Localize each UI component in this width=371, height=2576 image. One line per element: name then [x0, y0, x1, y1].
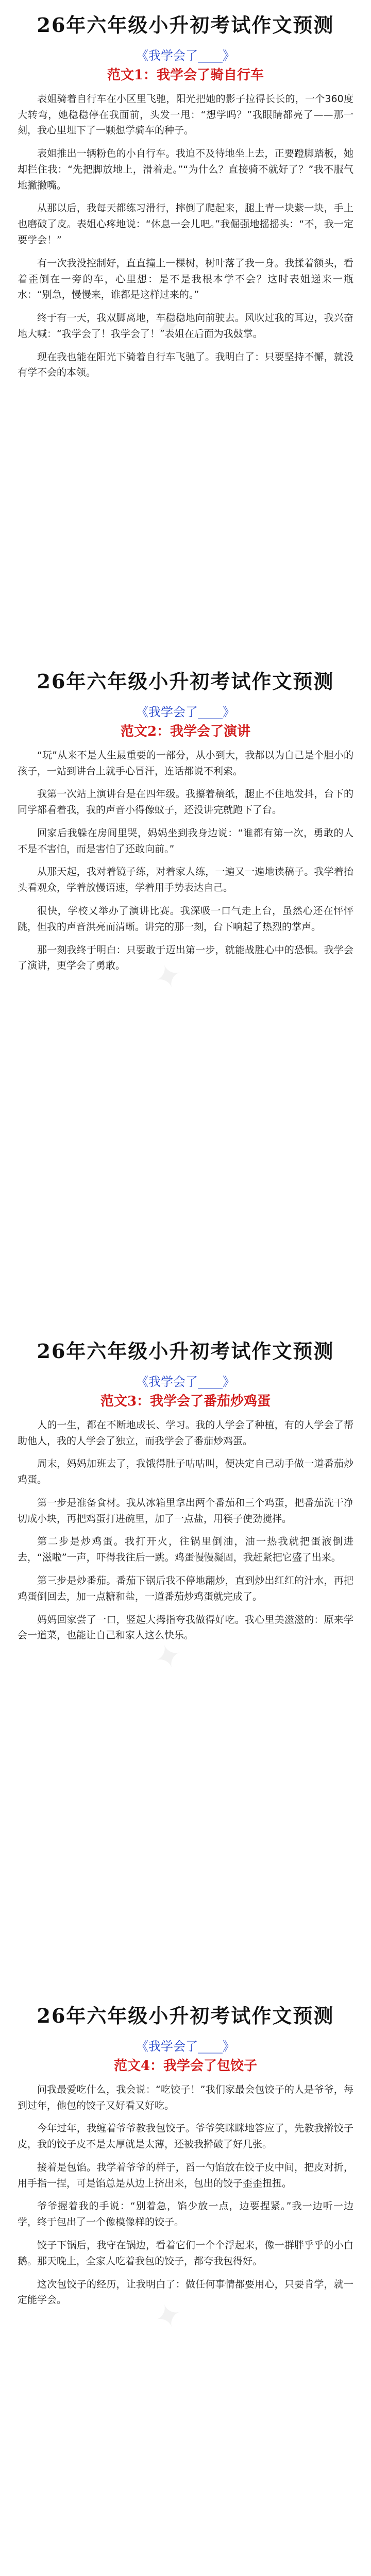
- essay-section-1: [18, 13, 353, 381]
- essay-paragraph: 从那以后，我每天都练习滑行，摔倒了爬起来，腿上青一块紫一块，手上也磨破了皮。表姐心疼地说：“休息一会儿吧。”我倔强地摇摇头：“不，我一定要学会！”: [18, 202, 353, 246]
- main-title: 26年六年级小升初考试作文预测: [37, 2004, 334, 2027]
- essay-paragraph: 很快，学校又举办了演讲比赛。我深吸一口气走上台，虽然心还在怦怦跳，但我的声音洪亮而清晰。讲完的那一刻，台下响起了热烈的掌声。: [18, 905, 353, 933]
- essay-paragraph: 表姐骑着自行车在小区里飞驰，阳光把她的影子拉得长长的，一个360度大转弯，她稳稳停在我面前，头发一甩：“想学吗？”我眼睛都亮了——那一刻，我心里埋下了一颗想学骑车的种子。: [18, 93, 353, 137]
- watermark-mark: ✦: [149, 2294, 188, 2340]
- watermark-mark: ✦: [149, 1635, 188, 1680]
- essay-title: 范文2：我学会了演讲: [120, 724, 251, 740]
- watermark-mark: ✦: [149, 955, 188, 1000]
- essay-paragraph: 第二步是炒鸡蛋。我打开火，往锅里倒油，油一热我就把蛋液倒进去，“滋啦”一声，吓得我往后一跳。鸡蛋慢慢凝固，我赶紧把它盛了出来。: [18, 1536, 353, 1564]
- theme-label: 《我学会了____》: [136, 704, 235, 719]
- essay-paragraph: 我第一次站上演讲台是在四年级。我攥着稿纸，腿止不住地发抖，台下的同学都看着我，我的声音小得像蚊子，还没讲完就跑下了台。: [18, 788, 353, 816]
- essay-paragraph: 现在我也能在阳光下骑着自行车飞驰了。我明白了：只要坚持不懈，就没有学不会的本领。: [18, 351, 353, 379]
- essay-section-2: [18, 670, 353, 974]
- theme-label: 《我学会了____》: [136, 2039, 235, 2054]
- essay-paragraph: 从那天起，我对着镜子练，对着家人练，一遍又一遍地读稿子。我学着抬头看观众，学着放慢语速，学着用手势表达自己。: [18, 866, 353, 894]
- essay-paragraph: 今年过年，我缠着爷爷教我包饺子。爷爷笑眯眯地答应了，先教我擀饺子皮，我的饺子皮不是太厚就是太薄，还被我擀破了好几张。: [18, 2123, 353, 2150]
- watermark-mark: ✦: [149, 306, 188, 351]
- essay-paragraph: 问我最爱吃什么，我会说：“吃饺子！”我们家最会包饺子的人是爷爷，每到过年，他包的饺子又好看又好吃。: [18, 2083, 353, 2111]
- essay-paragraph: “玩”从来不是人生最重要的一部分，从小到大，我都以为自己是个胆小的孩子，一站到讲台上就手心冒汗，连话都说不利索。: [18, 749, 353, 777]
- essay-paragraph: 周末，妈妈加班去了，我饿得肚子咕咕叫，便决定自己动手做一道番茄炒鸡蛋。: [18, 1458, 353, 1486]
- essay-paragraph: 第三步是炒番茄。番茄下锅后我不停地翻炒，直到炒出红红的汁水，再把鸡蛋倒回去，加一点糖和盐，一道番茄炒鸡蛋就完成了。: [18, 1575, 353, 1602]
- essay-paragraph: 这次包饺子的经历，让我明白了：做任何事情都要用心，只要肯学，就一定能学会。: [18, 2278, 353, 2306]
- essay-paragraph: 接着是包馅。我学着爷爷的样子，舀一勺馅放在饺子皮中间，把皮对折，用手指一捏，可是馅总是从边上挤出来，包出的饺子歪歪扭扭。: [18, 2161, 353, 2189]
- essay-paragraph: 饺子下锅后，我守在锅边，看着它们一个个浮起来，像一群胖乎乎的小白鹅。那天晚上，全家人吃着我包的饺子，都夸我包得好。: [18, 2240, 353, 2267]
- essay-paragraph: 人的一生，都在不断地成长、学习。我的人学会了种植，有的人学会了帮助他人，我的人学会了独立，而我学会了番茄炒鸡蛋。: [18, 1419, 353, 1447]
- essay-paragraph: 那一刻我终于明白：只要敢于迈出第一步，就能战胜心中的恐惧。我学会了演讲，更学会了勇敢。: [18, 944, 353, 972]
- essay-paragraph: 爷爷握着我的手说：“别着急，馅少放一点，边要捏紧。”我一边听一边学，终于包出了一个像模像样的饺子。: [18, 2200, 353, 2228]
- theme-label: 《我学会了____》: [136, 48, 235, 63]
- essay-paragraph: 回家后我躲在房间里哭，妈妈坐到我身边说：“谁都有第一次，勇敢的人不是不害怕，而是害怕了还敢向前。”: [18, 827, 353, 855]
- essay-title: 范文3：我学会了番茄炒鸡蛋: [100, 1394, 271, 1410]
- main-title: 26年六年级小升初考试作文预测: [37, 13, 334, 37]
- essay-paragraph: 有一次我没控制好，直直撞上一棵树，树叶落了我一身。我揉着额头，看着歪倒在一旁的车，心里想：是不是我根本学不会？这时表姐递来一瓶水：“别急，慢慢来，谁都是这样过来的。”: [18, 257, 353, 301]
- theme-label: 《我学会了____》: [136, 1374, 235, 1389]
- essay-paragraph: 表姐推出一辆粉色的小自行车。我迫不及待地坐上去，正要蹬脚踏板，她却拦住我：“先把脚放地上，滑着走。”“为什么？直接骑不就好了？”我不服气地撇撇嘴。: [18, 148, 353, 191]
- essay-title: 范文4：我学会了包饺子: [113, 2058, 258, 2074]
- essay-paragraph: 终于有一天，我双脚离地，车稳稳地向前驶去。风吹过我的耳边，我兴奋地大喊：“我学会了！我学会了！”表姐在后面为我鼓掌。: [18, 312, 353, 340]
- essay-paragraph: 第一步是准备食材。我从冰箱里拿出两个番茄和三个鸡蛋，把番茄洗干净切成小块，再把鸡蛋打进碗里，加了一点盐，用筷子使劲搅拌。: [18, 1497, 353, 1524]
- essay-paragraph: 妈妈回家尝了一口，竖起大拇指夸我做得好吃。我心里美滋滋的：原来学会一道菜，也能让自己和家人这么快乐。: [18, 1614, 353, 1641]
- essay-section-4: [18, 2004, 353, 2308]
- main-title: 26年六年级小升初考试作文预测: [37, 670, 334, 693]
- main-title: 26年六年级小升初考试作文预测: [37, 1340, 334, 1363]
- essay-section-3: [18, 1340, 353, 1643]
- essay-title: 范文1：我学会了骑自行车: [107, 67, 264, 83]
